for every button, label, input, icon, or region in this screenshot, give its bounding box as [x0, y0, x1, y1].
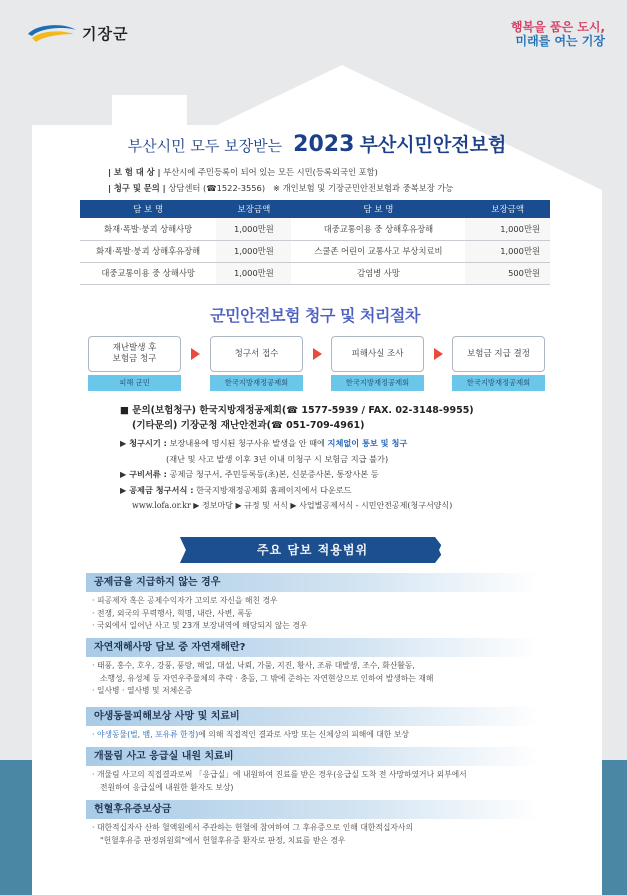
gijang-logo	[26, 22, 128, 44]
deadline-note: (재난 및 사고 발생 이후 3년 이내 미청구 시 보험금 지급 불가)	[166, 453, 389, 464]
coverage-section-body	[86, 726, 541, 742]
slogan-line-2: 미래를 여는 기장	[515, 34, 605, 48]
coverage-section-body	[86, 592, 541, 633]
docs-label: ▶ 구비서류 :	[120, 469, 167, 479]
table-cell: 감염병 사망	[291, 262, 465, 284]
list-item: 소행성, 유성체 등 자연우주물체의 추락 · 충돌, 그 밖에 준하는 자연현상으로 인하여 발생하는 재해	[100, 673, 434, 683]
coverage-section	[86, 707, 541, 742]
table-cell: 대중교통이용 중 상해후유장해	[291, 218, 465, 240]
list-item: · 대한적십자사 산하 혈액원에서 주관하는 헌혈에 참여하여 그 후유증으로 인해 대한적십자사의	[92, 823, 413, 832]
title-year: 2023	[293, 132, 355, 157]
process-step	[88, 336, 181, 391]
coverage-table	[80, 200, 550, 285]
process-step	[210, 336, 303, 391]
arrow-right-icon	[191, 348, 200, 360]
inquiry-value: 상담센터 (☎1522-3556)	[168, 183, 266, 193]
insurance-info	[108, 164, 453, 196]
contact-line-2: (기타문의) 기장군청 재난안전과(☎ 051-709-4961)	[132, 420, 365, 431]
step-label: 피해 군민	[88, 375, 181, 391]
logo-swoosh-icon	[26, 22, 78, 44]
table-row	[80, 262, 550, 284]
title-prefix: 부산시민 모두 보장받는	[127, 137, 283, 155]
form-label: ▶ 공제금 청구서식 :	[120, 484, 194, 495]
table-cell: 1,000만원	[465, 218, 550, 240]
table-cell: 1,000만원	[216, 240, 291, 262]
coverage-banner: 주요 담보 적용범위	[190, 537, 435, 563]
step-label: 한국지방재정공제회	[452, 375, 545, 391]
deadline-text: 보장내용에 명시된 청구사유 발생을 안 때에	[169, 438, 325, 448]
coverage-section-head: 야생동물피해보상 사망 및 치료비	[86, 707, 541, 726]
list-item: · 피공제자 혹은 공제수익자가 고의로 자신을 해친 경우	[92, 596, 278, 605]
title-main: 부산시민안전보험	[359, 134, 507, 156]
table-header: 보장금액	[465, 200, 550, 218]
list-item: · 일사병 · 열사병 및 저체온증	[92, 686, 193, 695]
coverage-section-head: 헌혈후유증보상금	[86, 800, 541, 819]
process-step	[331, 336, 424, 391]
contact-line-1: ■ 문의(보험청구) 한국지방재정공제회(☎ 1577-5939 / FAX. 02-3148-9955)	[120, 405, 474, 416]
table-row	[80, 218, 550, 240]
table-header-row	[80, 200, 550, 218]
process-title: 군민안전보험 청구 및 처리절차	[210, 306, 420, 325]
list-item: "헌혈후유증 판정위원회"에서 헌혈후유증 환자로 판정, 치료를 받은 경우	[100, 835, 346, 845]
table-header: 담 보 명	[291, 200, 465, 218]
table-row	[80, 240, 550, 262]
table-cell: 스쿨존 어린이 교통사고 부상치료비	[291, 240, 465, 262]
website-path: www.lofa.or.kr ▶ 정보마당 ▶ 규정 및 서식 ▶ 사업별공제서식 - 시민안전공제(청구서양식)	[132, 501, 453, 510]
coverage-section	[86, 638, 541, 698]
step-box: 청구서 접수	[210, 336, 303, 372]
coverage-section-body	[86, 657, 541, 698]
deadline-label: ▶ 청구시기 :	[120, 438, 167, 448]
coverage-section	[86, 800, 541, 847]
list-item: · 개물림 사고의 직접결과로써 「응급실」에 내원하여 진료를 받은 경우(응급실 도착 전 사망하였거나 외부에서	[92, 770, 467, 779]
coverage-section-head: 자연재해사망 담보 중 자연재해란?	[86, 638, 541, 657]
process-steps	[88, 336, 548, 396]
target-value: 부산시에 주민등록이 되어 있는 모든 시민(등록외국인 포함)	[163, 167, 378, 177]
list-item	[92, 729, 541, 742]
coverage-section-head: 공제금을 지급하지 않는 경우	[86, 573, 541, 592]
table-cell: 1,000만원	[216, 262, 291, 284]
process-step	[452, 336, 545, 391]
form-text: 한국지방재정공제회 홈페이지에서 다운로드	[196, 484, 352, 495]
coverage-section	[86, 573, 541, 633]
inquiry-label: | 청구 및 문의 |	[108, 183, 166, 193]
list-item: · 국외에서 일어난 사고 및 23개 보장내역에 해당되지 않는 경우	[92, 621, 308, 630]
wildlife-text: 에 의해 직접적인 결과로 사망 또는 신체상의 피해에 대한 보상	[198, 730, 409, 739]
docs-text: 공제금 청구서, 주민등록등(초)본, 신분증사본, 통장사본 등	[169, 469, 379, 479]
table-cell: 1,000만원	[216, 218, 291, 240]
coverage-section-head: 개물림 사고 응급실 내원 치료비	[86, 747, 541, 766]
wildlife-highlight: · 야생동물(벌, 뱀, 포유류 한정)	[92, 730, 199, 739]
inquiry-note: ※ 개인보험 및 기장군민안전보험과 중복보장 가능	[273, 183, 454, 193]
step-box: 재난발생 후 보험금 청구	[88, 336, 181, 372]
table-cell: 화재·폭발·붕괴 상해사망	[80, 218, 216, 240]
table-header: 담 보 명	[80, 200, 216, 218]
table-cell: 1,000만원	[465, 240, 550, 262]
step-box: 보험금 지급 결정	[452, 336, 545, 372]
table-header: 보장금액	[216, 200, 291, 218]
arrow-right-icon	[434, 348, 443, 360]
step-label: 한국지방재정공제회	[210, 375, 303, 391]
contact-info	[120, 403, 474, 433]
list-item: 전원하여 응급실에 내원한 환자도 보상)	[100, 782, 234, 792]
deadline-highlight: 지체없이 통보 및 청구	[327, 438, 408, 448]
table-cell: 화재·폭발·붕괴 상해후유장해	[80, 240, 216, 262]
slogan-line-1: 행복을 품은 도시,	[510, 20, 605, 34]
target-label: | 보 험 대 상 |	[108, 167, 161, 177]
claim-guide	[120, 436, 452, 514]
list-item: · 태풍, 홍수, 호우, 강풍, 풍랑, 해일, 대설, 낙뢰, 가뭄, 지진, 황사, 조류 대발생, 조수, 화산활동,	[92, 661, 415, 670]
coverage-section	[86, 747, 541, 794]
table-cell: 500만원	[465, 262, 550, 284]
arrow-right-icon	[313, 348, 322, 360]
slogan	[511, 20, 605, 48]
coverage-section-body	[86, 819, 541, 847]
step-box: 피해사실 조사	[331, 336, 424, 372]
page-title	[82, 130, 552, 157]
list-item: · 전쟁, 외국의 무력행사, 혁명, 내란, 사변, 폭동	[92, 608, 253, 618]
logo-text: 기장군	[82, 24, 129, 43]
coverage-section-body	[86, 766, 541, 794]
step-label: 한국지방재정공제회	[331, 375, 424, 391]
table-cell: 대중교통이용 중 상해사망	[80, 262, 216, 284]
